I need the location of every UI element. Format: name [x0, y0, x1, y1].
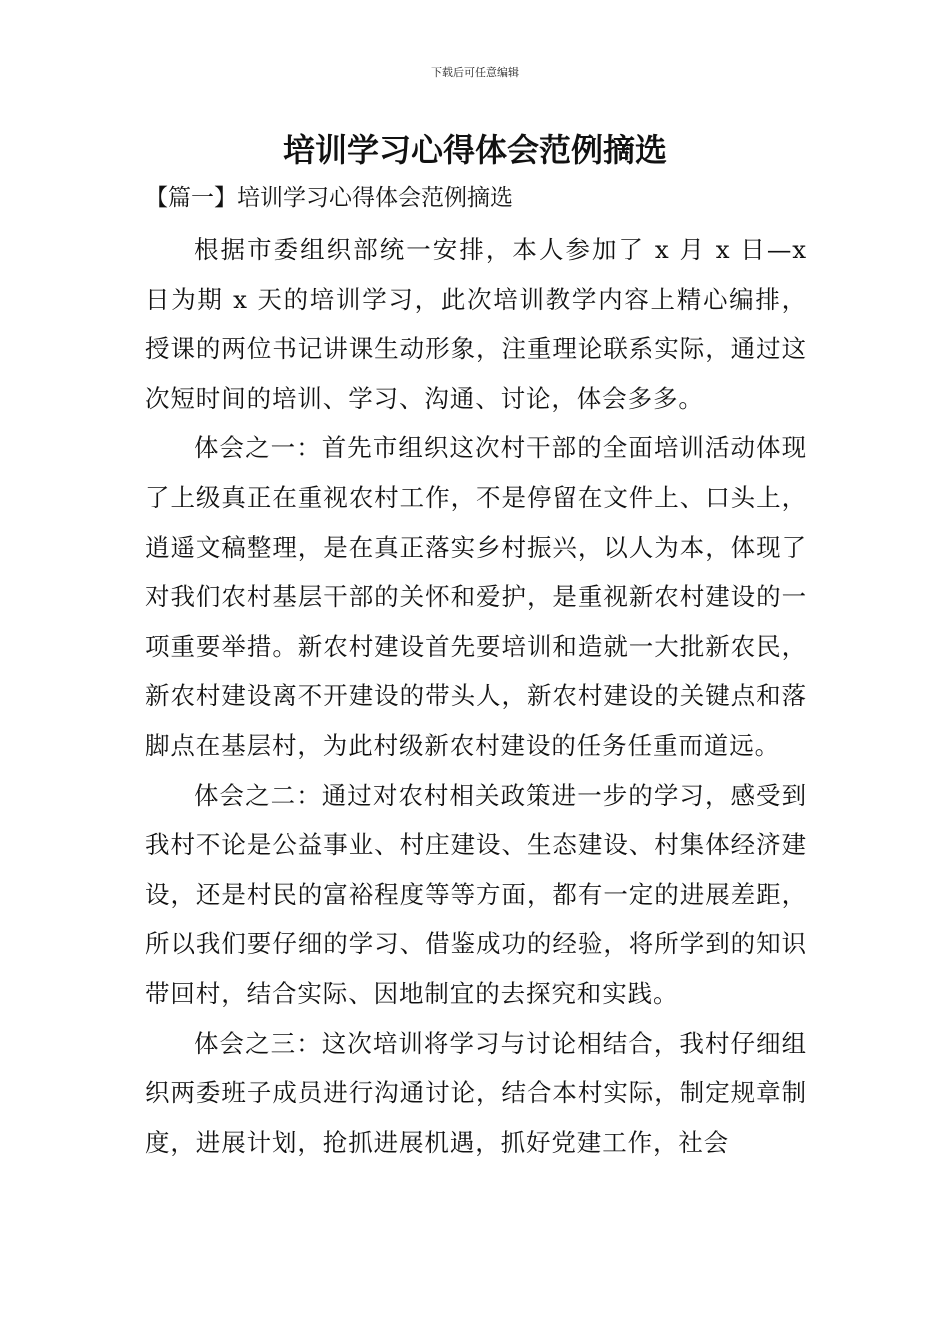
paragraph-1: 根据市委组织部统一安排，本人参加了 x 月 x 日—x 日为期 x 天的培训学习，此次培训教学内容上精心编排，授课的两位书记讲课生动形象，注重理论联系实际，通过这次短时间的培训、学习、沟通、讨论，体会多多。 [145, 235, 807, 413]
document-body [145, 225, 807, 1167]
document-title: 培训学习心得体会范例摘选 [282, 131, 667, 169]
header-note: 下载后可任意编辑 [431, 66, 519, 79]
section-heading: 【篇一】培训学习心得体会范例摘选 [145, 185, 513, 211]
paragraph-4: 体会之三：这次培训将学习与讨论相结合，我村仔细组织两委班子成员进行沟通讨论，结合本村实际，制定规章制度，进展计划，抢抓进展机遇，抓好党建工作，社会 [145, 1028, 807, 1157]
paragraph-2: 体会之一：首先市组织这次村干部的全面培训活动体现了上级真正在重视农村工作，不是停留在文件上、口头上，逍遥文稿整理，是在真正落实乡村振兴，以人为本，体现了对我们农村基层干部的关怀和爱护，是重视新农村建设的一项重要举措。新农村建设首先要培训和造就一大批新农民，新农村建设离不开建设的带头人，新农村建设的关键点和落脚点在基层村，为此村级新农村建设的任务任重而道远。 [145, 433, 807, 760]
paragraph-3: 体会之二：通过对农村相关政策进一步的学习，感受到我村不论是公益事业、村庄建设、生态建设、村集体经济建设，还是村民的富裕程度等等方面，都有一定的进展差距，所以我们要仔细的学习、借鉴成功的经验，将所学到的知识带回村，结合实际、因地制宜的去探究和实践。 [145, 780, 807, 1008]
